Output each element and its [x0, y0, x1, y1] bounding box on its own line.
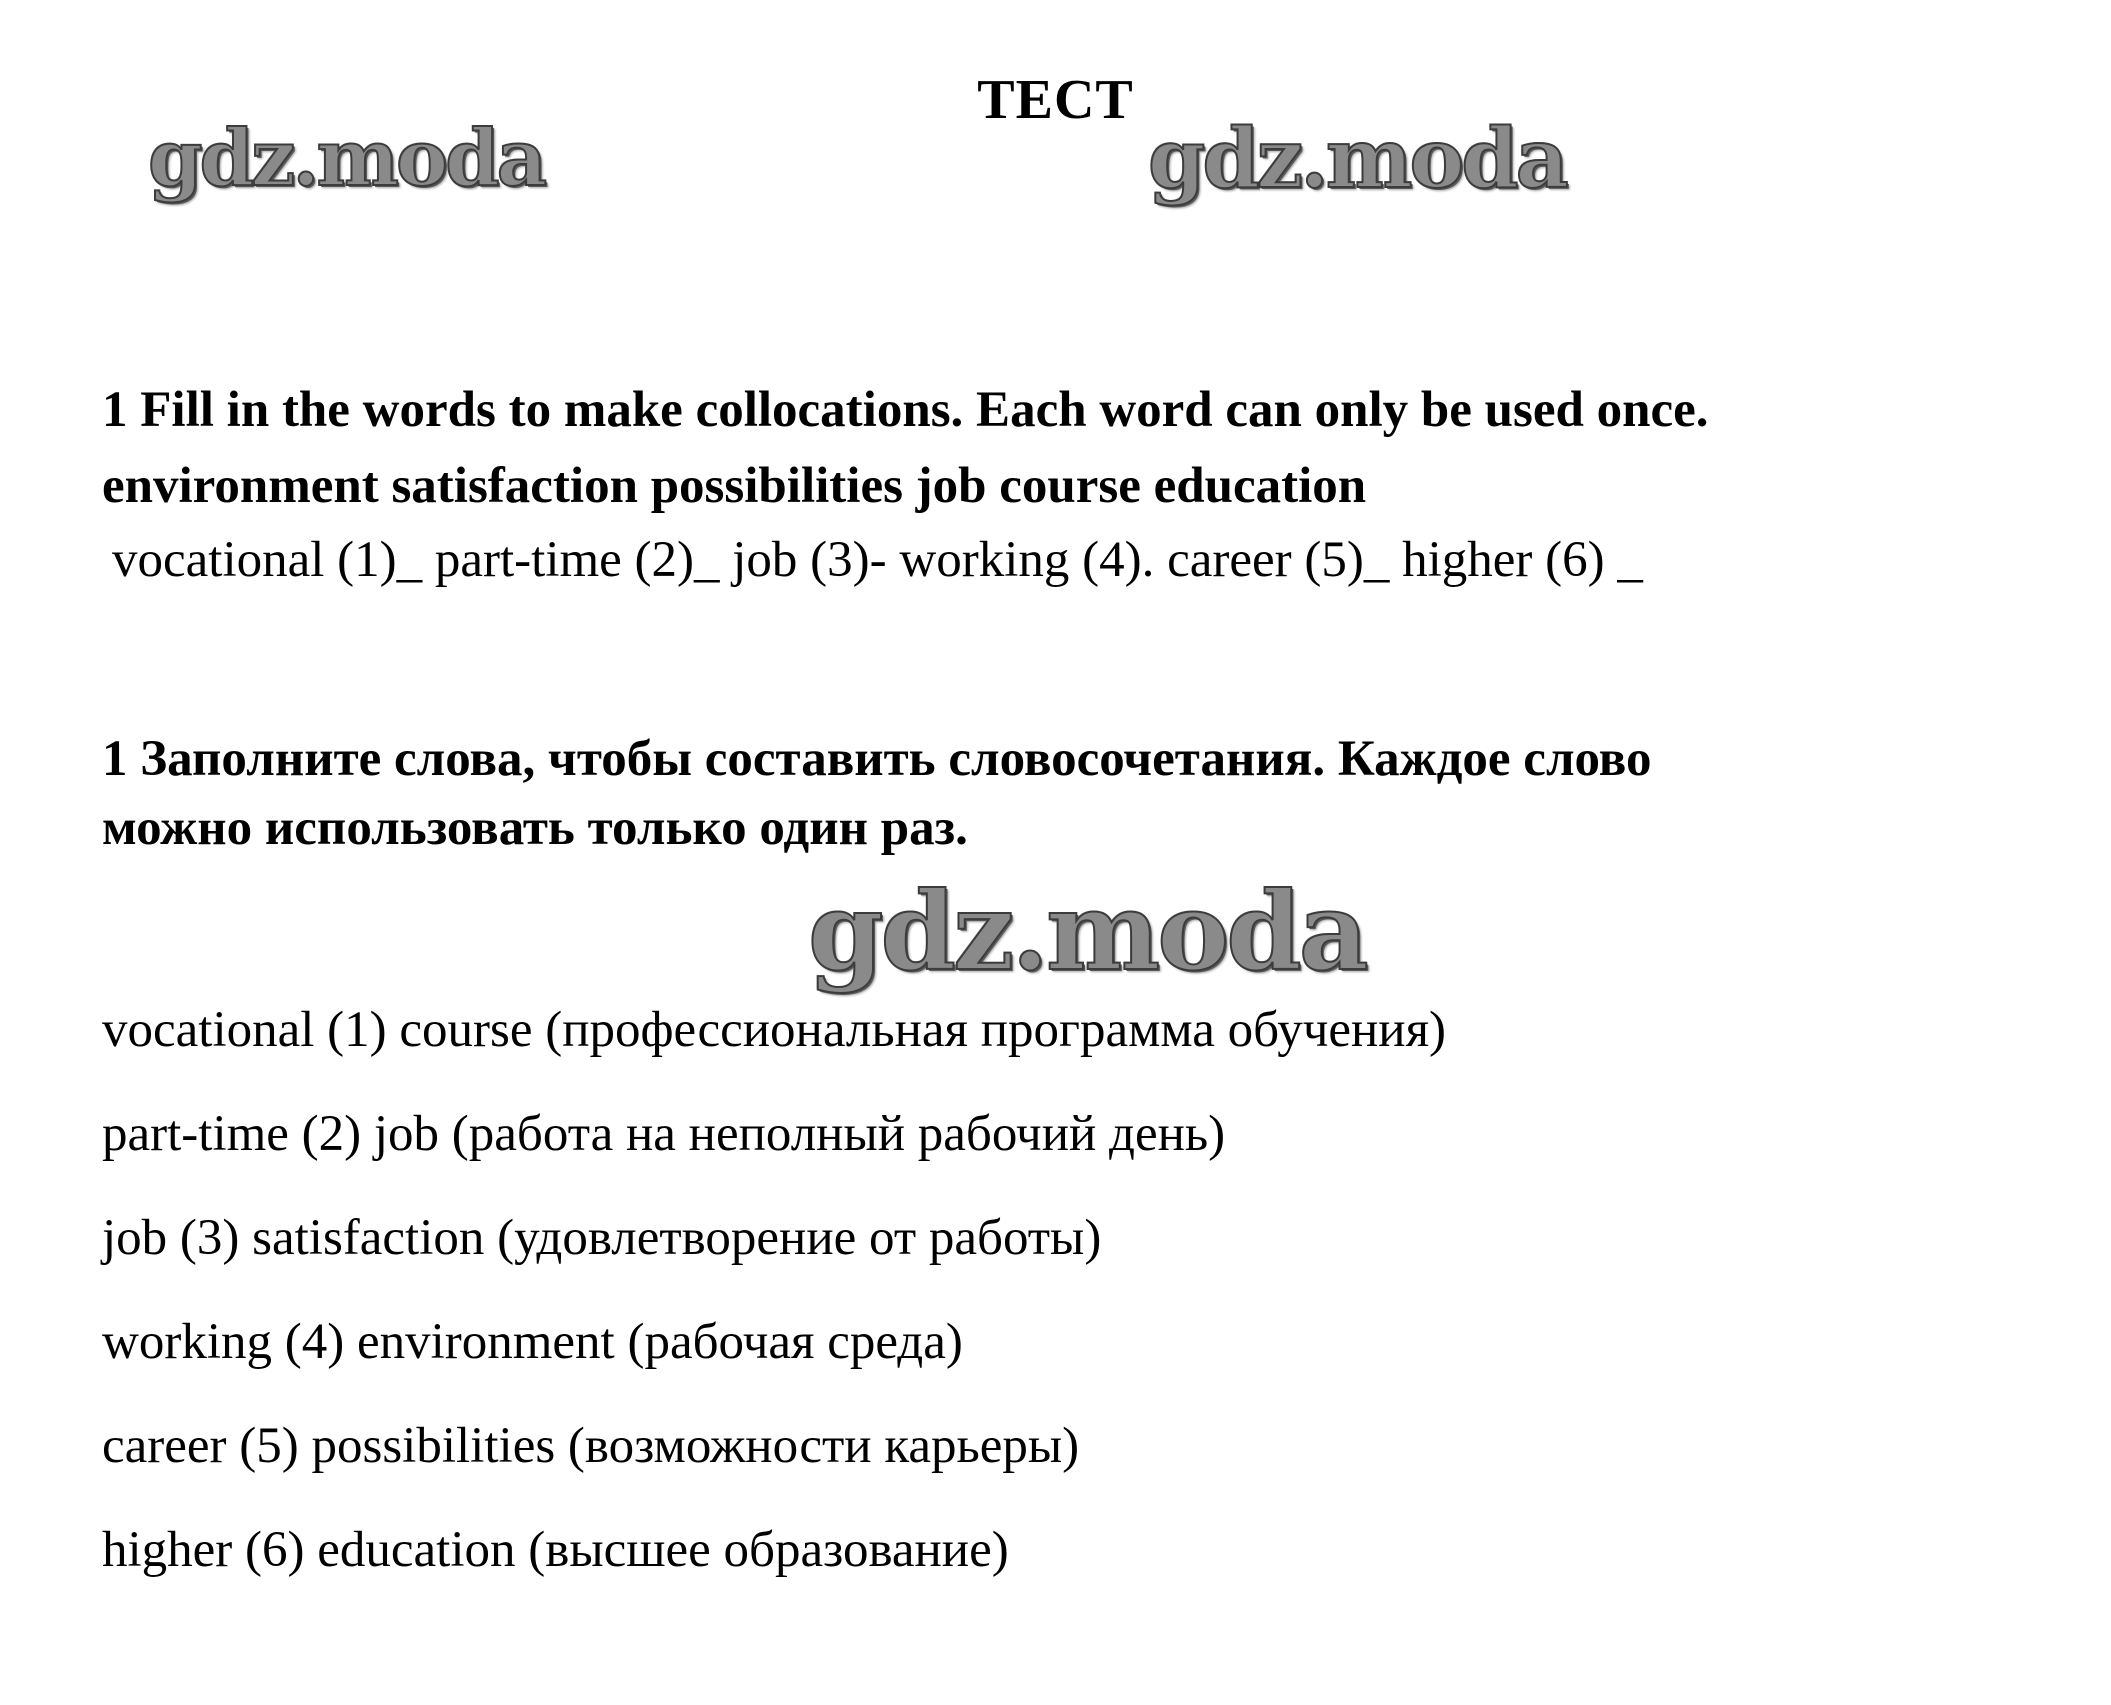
answer-list — [102, 1002, 1446, 1626]
answer-item: part-time (2) job (работа на неполный рабочий день) — [102, 1106, 1226, 1162]
answer-item: vocational (1) course (профессиональная программа обучения) — [102, 1002, 1447, 1058]
watermark-logo: gdz.moda — [1148, 111, 1566, 207]
answer-item: career (5) possibilities (возможности карьеры) — [102, 1418, 1080, 1474]
watermark-logo: gdz.moda — [148, 113, 545, 204]
exercise-instruction-ru-line-2: можно использовать только один раз. — [102, 800, 968, 856]
exercise-prompt: vocational (1)_ part-time (2)_ job (3)- working (4). career (5)_ higher (6) _ — [112, 532, 1643, 588]
answer-item: higher (6) education (высшее образование) — [102, 1522, 1009, 1578]
page-title: ТЕСТ — [977, 69, 1134, 131]
answer-item: working (4) environment (рабочая среда) — [102, 1314, 963, 1370]
exercise-instruction-en: 1 Fill in the words to make collocations. Each word can only be used once. — [102, 382, 1709, 438]
exercise-instruction-ru-line-1: 1 Заполните слова, чтобы составить словосочетания. Каждое слово — [102, 731, 1652, 787]
answer-item: job (3) satisfaction (удовлетворение от работы) — [102, 1210, 1102, 1266]
watermark-logo: gdz.moda — [808, 869, 1366, 995]
word-bank: environment satisfaction possibilities job course education — [102, 458, 1367, 514]
